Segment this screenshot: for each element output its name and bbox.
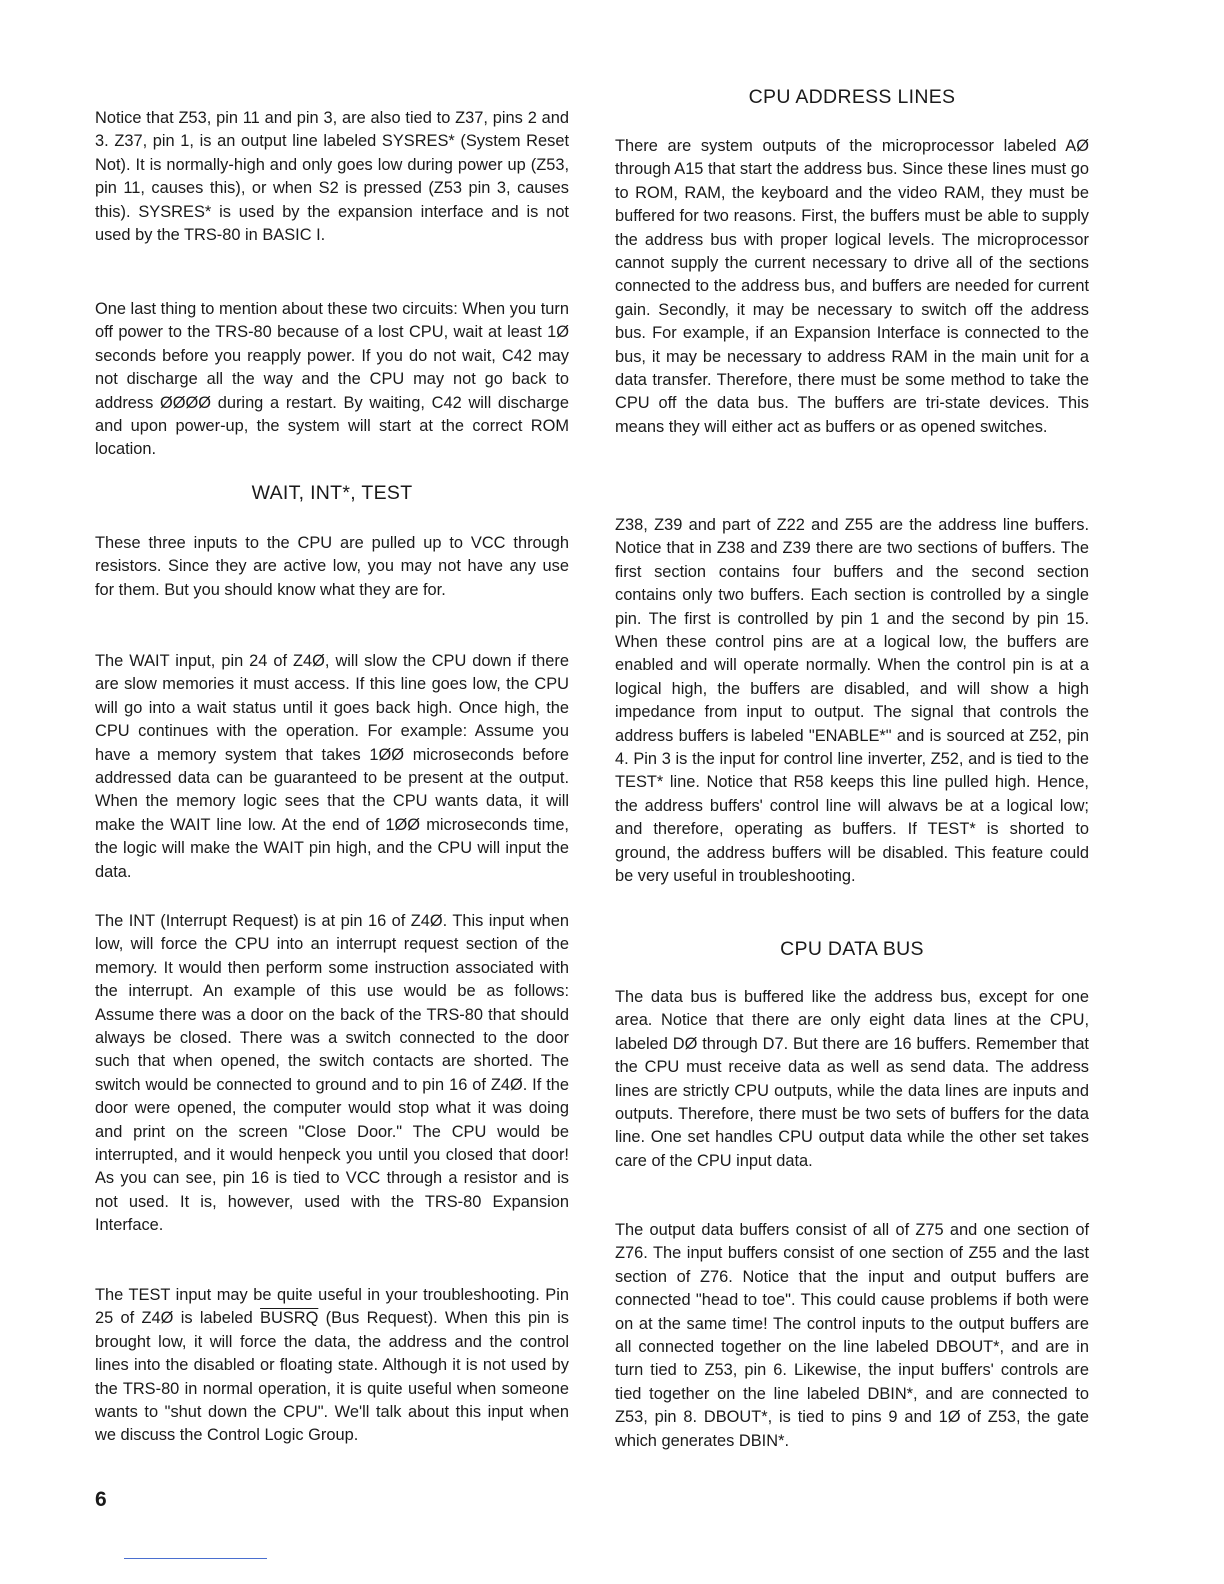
paragraph-int: The INT (Interrupt Request) is at pin 16 of Z4Ø. This input when low, will force the CPU into an interrupt request section of the memory. It would then perform some instruction associated with the interrupt. An example of this use would be as follows: Assume there was a door on the back of the TRS-80 that should always be closed. There was a switch connected to the door such that when opened, the switch contacts are shorted. The switch would be connected to ground and to pin 16 of Z4Ø. If the door were opened, the computer would stop what it was doing and print on the screen "Close Door." The CPU would be interrupted, and it would henpeck you until you closed that door! As you can see, pin 16 is tied to VCC through a resistor and is not used. It is, however, used with the TRS-80 Expansion Interface.: [95, 912, 569, 1235]
paragraph-test-part-2: (Bus Request). When this pin is brought low, it will force the data, the address and the control lines into the disabled or floating state. Although it is not used by the TRS-80 in normal operation, it is quite useful when someone wants to "shut down the CPU". We'll talk about this input when we discuss the Control Logic Group.: [95, 1309, 569, 1445]
section-heading-cpu-data-bus: CPU DATA BUS: [780, 938, 924, 960]
section-heading-cpu-address-lines: CPU ADDRESS LINES: [748, 86, 956, 108]
footer-rule: [124, 1558, 267, 1559]
paragraph-test: [95, 1284, 569, 1448]
paragraph-data-buffers: The output data buffers consist of all of Z75 and one section of Z76. The input buffers consist of one section of Z55 and the last section of Z76. Notice that the input and output buffers are connected "head to toe". This could cause problems if both were on at the same time! The control inputs to the output buffers are all connected together on the line labeled DBOUT*, and are in turn tied to Z53, pin 6. Likewise, the input buffers' controls are tied together on the line labeled DBIN*, and are connected to Z53, pin 8. DBOUT*, is tied to pins 9 and 1Ø of Z53, the gate which generates DBIN*.: [615, 1221, 1089, 1450]
paragraph-wait: The WAIT input, pin 24 of Z4Ø, will slow the CPU down if there are slow memories it must access. If this line goes low, the CPU will go into a wait status until it goes back high. Once high, the CPU continues with the operation. For example: Assume you have a memory system that takes 1ØØ microseconds before addressed data can be guaranteed to be present at the output. When the memory logic sees that the CPU wants data, it will make the WAIT line low. At the end of 1ØØ microseconds time, the logic will make the WAIT pin high, and the CPU will input the data.: [95, 652, 569, 881]
busrq-signal: BUSRQ: [260, 1309, 319, 1328]
paragraph-power-off: One last thing to mention about these two circuits: When you turn off power to the TRS-80 because of a lost CPU, wait at least 1Ø seconds before you reapply power. If you do not wait, C42 may not discharge all the way and the CPU may not go back to address ØØØØ during a restart. By waiting, C42 will discharge and upon power-up, the system will start at the correct ROM location.: [95, 300, 569, 459]
paragraph-data-bus: The data bus is buffered like the address bus, except for one area. Notice that there are only eight data lines at the CPU, labeled DØ through D7. But there are 16 buffers. Remember that the CPU must receive data as well as send data. The address lines are strictly CPU outputs, while the data lines are inputs and outputs. Therefore, there must be two sets of buffers for the data line. One set handles CPU output data while the other set takes care of the CPU input data.: [615, 988, 1089, 1170]
paragraph-address-buffers: Z38, Z39 and part of Z22 and Z55 are the address line buffers. Notice that in Z38 and Z39 there are two sections of buffers. The first section contains four buffers and the second section contains only two buffers. Each section is controlled by a single pin. The first is controlled by pin 1 and the second by pin 15. When these control pins are at a logical low, the buffers are enabled and will operate normally. When the control pin is at a logical high, the buffers are disabled, and will show a high impedance from input to output. The signal that controls the address buffers is labeled "ENABLE*" and is sourced at Z52, pin 4. Pin 3 is the input for control line inverter, Z52, and is tied to the TEST* line. Notice that R58 keeps this line pulled high. Hence, the address buffers' control line will alwavs be at a logical low; and therefore, operating as buffers. If TEST* is shorted to ground, the address buffers will be disabled. This feature could be very useful in troubleshooting.: [615, 516, 1089, 886]
paragraph-sysres: Notice that Z53, pin 11 and pin 3, are also tied to Z37, pins 2 and 3. Z37, pin 1, is an output line labeled SYSRES* (System Reset Not). It is normally-high and only goes low during power up (Z53, pin 11, causes this), or when S2 is pressed (Z53 pin 3, causes this). SYSRES* is used by the expansion interface and is not used by the TRS-80 in BASIC I.: [95, 109, 569, 245]
section-heading-wait-int-test: WAIT, INT*, TEST: [251, 482, 413, 504]
paragraph-inputs: These three inputs to the CPU are pulled up to VCC through resistors. Since they are active low, you may not have any use for them. But you should know what they are for.: [95, 534, 569, 599]
paragraph-address-bus: There are system outputs of the microprocessor labeled AØ through A15 that start the address bus. Since these lines must go to ROM, RAM, the keyboard and the video RAM, they must be buffered for two reasons. First, the buffers must be able to supply the address bus with proper logical levels. The microprocessor cannot supply the current necessary to drive all of the sections connected to the address bus, and buffers are needed for current gain. Secondly, it may be necessary to switch off the address bus. For example, if an Expansion Interface is connected to the bus, it may be necessary to address RAM in the main unit for a data transfer. Therefore, there must be some method to take the CPU off the data bus. The buffers are tri-state devices. This means they will either act as buffers or as opened switches.: [615, 137, 1089, 436]
paragraph-test-part-1: The TEST input may be quite useful in your troubleshooting. Pin 25 of Z4Ø is labeled: [95, 1286, 569, 1328]
page-number: 6: [95, 1488, 107, 1511]
